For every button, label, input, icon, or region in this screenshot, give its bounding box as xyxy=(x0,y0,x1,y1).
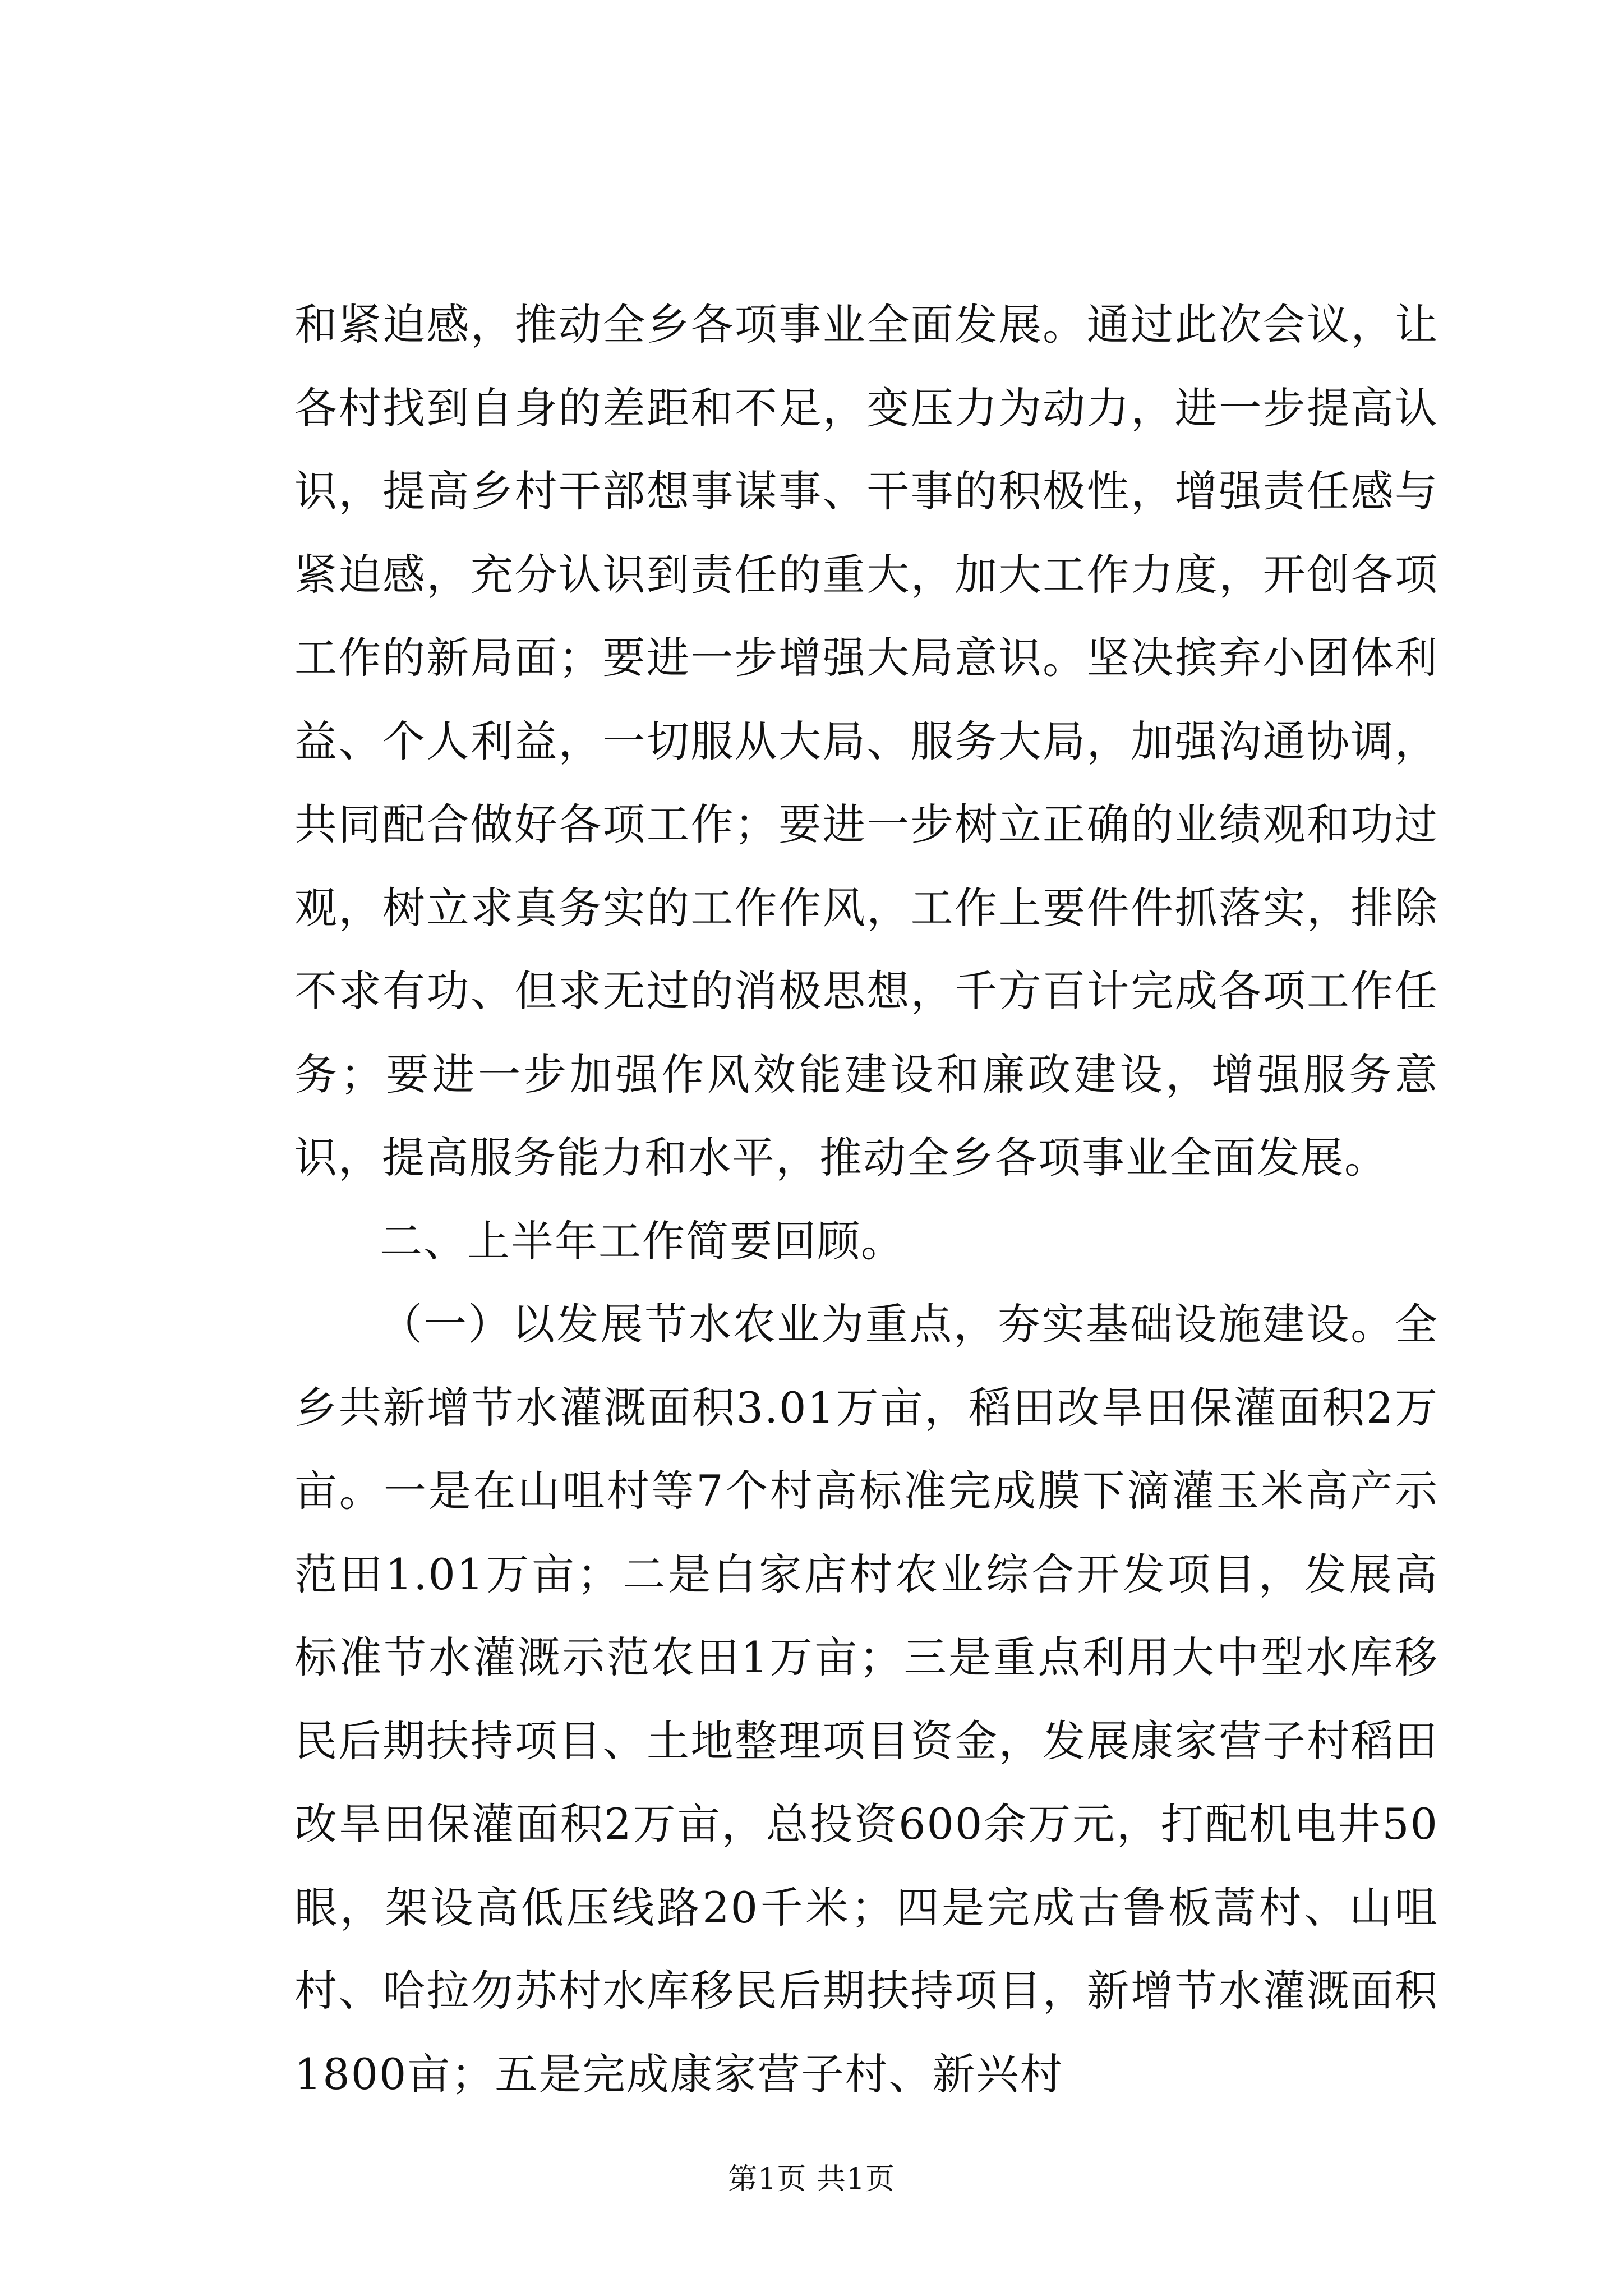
page-number-footer: 第1页 共1页 xyxy=(728,2162,895,2196)
section-heading: 二、上半年工作简要回顾。 xyxy=(380,1216,905,1266)
paragraph-continuation: 和紧迫感，推动全乡各项事业全面发展。通过此次会议，让各村找到自身的差距和不足，变压力为动力，进一步提高认识，提高乡村干部想事谋事、干事的积极性，增强责任感与紧迫感，充分认识到责任的重大，加大工作力度，开创各项工作的新局面；要进一步增强大局意识。坚决摈弃小团体利益、个人利益，一切服从大局、服务大局，加强沟通协调，共同配合做好各项工作；要进一步树立正确的业绩观和功过观，树立求真务实的工作作风，工作上要件件抓落实，排除不求有功、但求无过的消极思想，千方百计完成各项工作任务；要进一步加强作风效能建设和廉政建设，增强服务意识，提高服务能力和水平，推动全乡各项事业全面发展。 xyxy=(294,300,1438,1182)
paragraph-item-one: （一）以发展节水农业为重点，夯实基础设施建设。全乡共新增节水灌溉面积3.01万亩，稻田改旱田保灌面积2万亩。一是在山咀村等7个村高标准完成膜下滴灌玉米高产示范田1.01万亩；二是白家店村农业综合开发项目，发展高标准节水灌溉示范农田1万亩；三是重点利用大中型水库移民后期扶持项目、土地整理项目资金，发展康家营子村稻田改旱田保灌面积2万亩，总投资600余万元，打配机电井50眼，架设高低压线路20千米；四是完成古鲁板蒿村、山咀村、哈拉勿苏村水库移民后期扶持项目，新增节水灌溉面积1800亩；五是完成康家营子村、新兴村 xyxy=(294,1299,1438,2099)
document-body xyxy=(294,283,1438,2116)
